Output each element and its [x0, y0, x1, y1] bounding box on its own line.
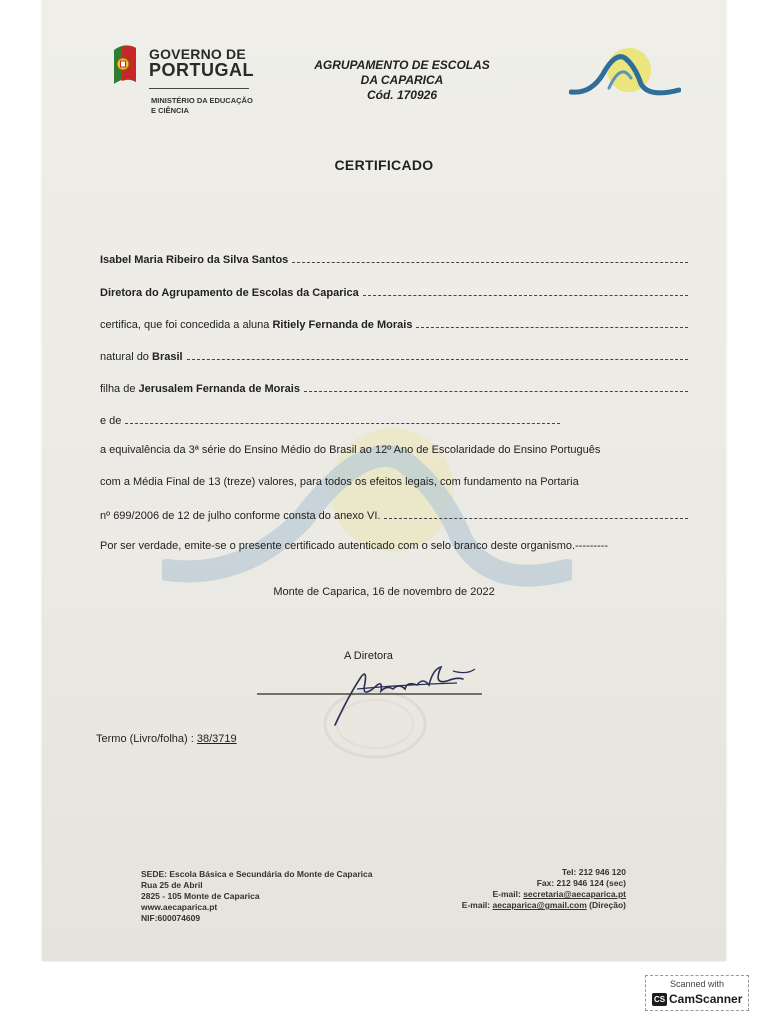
footer-contacts — [422, 867, 626, 911]
document-title: CERTIFICADO — [334, 157, 434, 173]
issuer-name: Isabel Maria Ribeiro da Silva Santos — [100, 254, 289, 266]
equivalence-text: a equivalência da 3ª série do Ensino Médio do Brasil ao 12º Ano de Escolaridade do Ensino Português — [100, 444, 601, 456]
parent-name: Jerusalem Fernanda de Morais — [138, 383, 300, 395]
certificate-page — [42, 0, 726, 961]
footer-tel: Tel: 212 946 120 — [561, 867, 626, 877]
term-label: Termo (Livro/folha) : — [96, 733, 194, 745]
issuer-role: Diretora do Agrupamento de Escolas da Caparica — [100, 287, 359, 299]
issuer-role-line — [100, 283, 688, 299]
grade-text: com a Média Final de 13 (treze) valores, para todos os efeitos legais, com fundamento na Portaria — [100, 476, 579, 488]
ordinance-text: nº 699/2006 de 12 de julho conforme consta do anexo VI. — [100, 510, 381, 522]
second-parent-prefix: e de — [100, 415, 122, 427]
dashed-fill — [125, 423, 560, 424]
ministry-line-2: E CIÊNCIA — [151, 106, 189, 115]
student-name: Ritiely Fernanda de Morais — [272, 319, 413, 331]
parent-line — [100, 379, 688, 395]
gov-line-1: GOVERNO DE — [149, 46, 246, 62]
handwritten-signature-icon — [257, 655, 487, 735]
email-link-secretaria[interactable]: secretaria@aecaparica.pt — [523, 889, 626, 899]
dashed-fill — [187, 359, 688, 360]
scanned-with-label: Scanned with — [669, 979, 725, 989]
student-line — [100, 315, 688, 331]
email-note: (Direção) — [589, 900, 626, 910]
footer-email-2 — [422, 900, 626, 911]
email-label: E-mail: — [461, 900, 491, 910]
portugal-government-emblem-icon — [110, 42, 140, 86]
dashed-fill — [384, 518, 688, 519]
school-line-1: AGRUPAMENTO DE ESCOLAS — [314, 58, 490, 72]
footer-fax: Fax: 212 946 124 (sec) — [536, 878, 626, 888]
school-code: Cód. 170926 — [366, 88, 438, 102]
term-reference — [96, 733, 237, 745]
footer-email-1 — [422, 889, 626, 900]
closing-text: Por ser verdade, emite-se o presente certificado autenticado com o selo branco deste organismo.--------- — [100, 540, 609, 552]
footer-address — [141, 869, 372, 924]
camscanner-logo-icon: CS — [653, 995, 666, 1004]
school-line-2: DA CAPARICA — [360, 73, 444, 87]
ministry-line-1: MINISTÉRIO DA EDUCAÇÃO — [151, 96, 253, 105]
dashed-fill — [292, 262, 688, 263]
footer-line: Rua 25 de Abril — [141, 880, 203, 890]
ministry-name — [151, 96, 261, 116]
ordinance-line — [100, 506, 688, 522]
footer-line: 2825 - 105 Monte de Caparica — [141, 891, 260, 901]
nationality-value: Brasil — [152, 351, 183, 363]
camscanner-name: CamScanner — [669, 992, 743, 1006]
second-parent-line — [100, 411, 560, 427]
government-title — [149, 46, 254, 78]
signature-label: A Diretora — [344, 650, 393, 662]
school-logo-icon — [569, 44, 681, 102]
camscanner-watermark — [645, 975, 749, 1011]
gov-line-2: PORTUGAL — [149, 60, 254, 80]
place-and-date: Monte de Caparica, 16 de novembro de 2022 — [273, 586, 495, 598]
dashed-fill — [304, 391, 688, 392]
nationality-line — [100, 347, 688, 363]
term-value: 38/3719 — [196, 733, 237, 745]
parent-prefix: filha de — [100, 383, 136, 395]
school-header — [302, 58, 502, 103]
email-link-direcao[interactable]: aecaparica@gmail.com — [492, 900, 587, 910]
footer-website: www.aecaparica.pt — [141, 902, 218, 912]
nationality-prefix: natural do — [100, 351, 149, 363]
footer-line: SEDE: Escola Básica e Secundária do Monte de Caparica — [141, 869, 373, 879]
student-prefix: certifica, que foi concedida a aluna — [100, 319, 270, 331]
footer-nif: NIF:600074609 — [141, 913, 201, 923]
issuer-name-line — [100, 250, 688, 266]
divider — [149, 88, 249, 89]
email-label: E-mail: — [492, 889, 521, 899]
dashed-fill — [416, 327, 688, 328]
dashed-fill — [363, 295, 688, 296]
